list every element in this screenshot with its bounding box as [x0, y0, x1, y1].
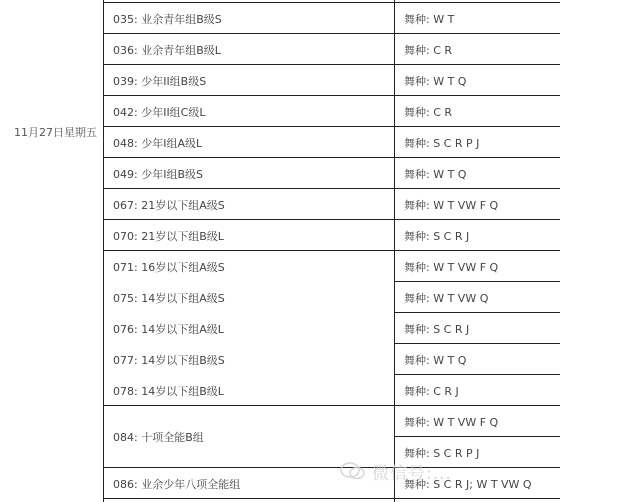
group-cell: 049: 少年I组B级S — [113, 167, 203, 181]
group-cell: 076: 14岁以下组A级L — [113, 322, 224, 336]
group-cell: 036: 业余青年组B级L — [113, 43, 221, 57]
group-cell: 067: 21岁以下组A级S — [113, 198, 225, 212]
group-cell: 039: 少年II组B级S — [113, 74, 207, 88]
group-cell: 086: 业余少年八项全能组 — [113, 477, 241, 491]
row-separator-right — [394, 436, 560, 437]
dance-cell: 舞种: W T Q — [404, 168, 467, 181]
table-border-left — [103, 0, 104, 502]
group-cell: 084: 十项全能B组 — [113, 431, 204, 444]
group-cell: 070: 21岁以下组B级L — [113, 229, 224, 243]
dance-cell: 舞种: W T VW F Q — [404, 416, 499, 429]
date-cell: 11月27日星期五 — [14, 126, 97, 139]
group-cell: 048: 少年I组A级L — [113, 136, 203, 150]
group-cell: 078: 14岁以下组B级L — [113, 384, 224, 398]
dance-cell: 舞种: W T VW Q — [404, 292, 489, 305]
row-separator-right — [394, 95, 560, 96]
group-cell: 035: 业余青年组B级S — [113, 12, 222, 26]
row-separator-left — [103, 157, 394, 158]
row-separator-left — [103, 405, 394, 406]
row-separator-right — [394, 281, 560, 282]
row-separator-left — [103, 126, 394, 127]
row-separator-right — [394, 33, 560, 34]
dance-cell: 舞种: W T — [404, 13, 455, 26]
row-separator-left — [103, 219, 394, 220]
dance-cell: 舞种: C R — [404, 44, 453, 57]
group-cell: 077: 14岁以下组B级S — [113, 353, 225, 367]
dance-cell: 舞种: W T Q — [404, 354, 467, 367]
dance-cell: 舞种: W T VW F Q — [404, 261, 499, 274]
dance-cell: 舞种: S C R J — [404, 323, 470, 336]
row-separator-right — [394, 188, 560, 189]
dance-cell: 舞种: C R J — [404, 385, 459, 398]
row-separator-right — [394, 343, 560, 344]
row-separator-right — [394, 64, 560, 65]
row-separator-left — [103, 188, 394, 189]
group-cell: 071: 16岁以下组A级S — [113, 260, 225, 274]
dance-cell: 舞种: W T Q — [404, 75, 467, 88]
row-separator-right — [394, 157, 560, 158]
row-separator-right — [394, 374, 560, 375]
row-separator-right — [394, 219, 560, 220]
dance-cell: 舞种: S C R P J — [404, 137, 480, 150]
row-separator-right — [394, 467, 560, 468]
row-separator-left — [103, 95, 394, 96]
dance-cell: 舞种: S C R P J — [404, 447, 480, 460]
table-border-middle — [394, 0, 395, 502]
dance-cell: 舞种: C R — [404, 106, 453, 119]
row-separator-left — [103, 33, 394, 34]
row-separator-left — [103, 467, 394, 468]
dance-cell: 舞种: W T VW F Q — [404, 199, 499, 212]
row-separator-left — [103, 64, 394, 65]
row-separator-right — [394, 312, 560, 313]
group-cell: 042: 少年II组C级L — [113, 105, 206, 119]
dance-cell: 舞种: S C R J; W T VW Q — [404, 478, 532, 491]
row-separator-right — [394, 250, 560, 251]
row-separator-right — [394, 126, 560, 127]
row-separator-left — [103, 250, 394, 251]
row-separator-right — [394, 2, 560, 3]
dance-cell: 舞种: S C R J — [404, 230, 470, 243]
row-separator-left — [103, 2, 394, 3]
row-separator-right — [394, 405, 560, 406]
group-cell: 075: 14岁以下组A级S — [113, 291, 225, 305]
watermark-text: 微信号:... — [372, 463, 452, 484]
table-border-bottom — [103, 498, 560, 499]
wechat-icon — [340, 461, 366, 481]
